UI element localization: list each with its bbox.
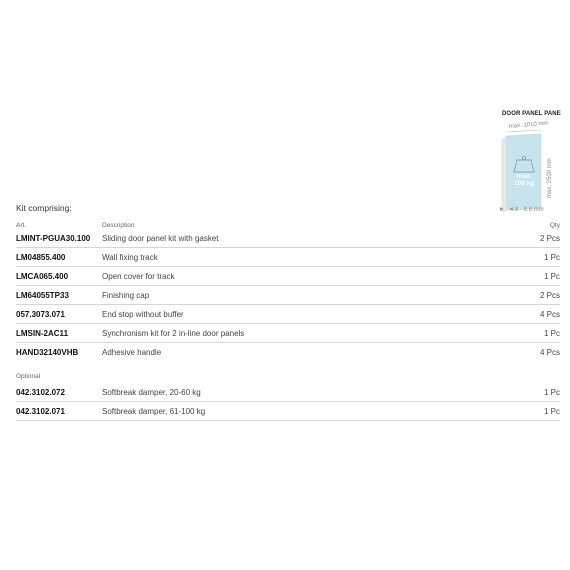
optional-label	[16, 371, 560, 383]
article-code: LMINT-PGUA30.100	[16, 234, 91, 243]
article-description: Softbreak damper, 20-60 kg	[102, 388, 201, 397]
door-panel-illustration	[495, 108, 570, 218]
article-qty: 1 Pc	[543, 253, 560, 262]
diagram-title: DOOR PANEL PANE	[502, 111, 561, 117]
panel-edge	[502, 136, 507, 212]
kit-table	[16, 222, 560, 421]
header-description: Description	[102, 222, 135, 229]
header-art: Art.	[16, 222, 27, 229]
article-qty: 4 Pcs	[539, 348, 560, 357]
article-description: Adhesive handle	[102, 348, 162, 357]
width-arrow-icon	[507, 130, 541, 132]
article-qty: 1 Pc	[543, 388, 560, 397]
table-row	[16, 305, 560, 324]
kit-title: Kit comprising:	[16, 203, 72, 213]
article-code: LMSIN-2AC11	[16, 329, 69, 338]
article-qty: 2 Pcs	[539, 234, 560, 243]
article-code: LM64055TP33	[16, 291, 69, 300]
article-qty: 1 Pc	[543, 272, 560, 281]
table-row	[16, 383, 560, 402]
weight-label-max: max.	[516, 173, 532, 180]
table-row	[16, 248, 560, 267]
article-code: 057.3073.071	[16, 310, 65, 319]
article-description: Synchronism kit for 2 in-line door panels	[102, 329, 245, 338]
article-description: Open cover for track	[102, 272, 175, 281]
article-code: 042.3102.072	[16, 388, 65, 397]
article-code: 042.3102.071	[16, 407, 65, 416]
table-header	[16, 222, 560, 232]
article-description: Sliding door panel kit with gasket	[102, 234, 219, 243]
door-panel-diagram	[495, 108, 570, 218]
table-row	[16, 324, 560, 343]
table-row	[16, 402, 560, 421]
table-row	[16, 286, 560, 305]
article-code: LMCA065.400	[16, 272, 69, 281]
table-row	[16, 267, 560, 286]
article-qty: 1 Pc	[543, 407, 560, 416]
article-code: HAND32140VHB	[16, 348, 79, 357]
article-description: Softbreak damper, 61-100 kg	[102, 407, 206, 416]
article-description: End stop without buffer	[102, 310, 184, 319]
width-label: max. 1010 mm	[508, 120, 549, 130]
optional-label-text: Optional	[16, 373, 41, 380]
article-qty: 1 Pc	[543, 329, 560, 338]
header-qty: Qty	[549, 222, 560, 229]
article-qty: 2 Pcs	[539, 291, 560, 300]
table-row	[16, 343, 560, 361]
article-qty: 4 Pcs	[539, 310, 560, 319]
article-description: Finishing cap	[102, 291, 150, 300]
height-label: max. 2500 mm	[547, 158, 553, 198]
thickness-label: 8 - 8.8 mm	[515, 207, 544, 213]
table-row	[16, 232, 560, 248]
weight-label-value: 100 kg	[513, 180, 535, 187]
article-description: Wall fixing track	[102, 253, 158, 262]
article-code: LM04855.400	[16, 253, 66, 262]
